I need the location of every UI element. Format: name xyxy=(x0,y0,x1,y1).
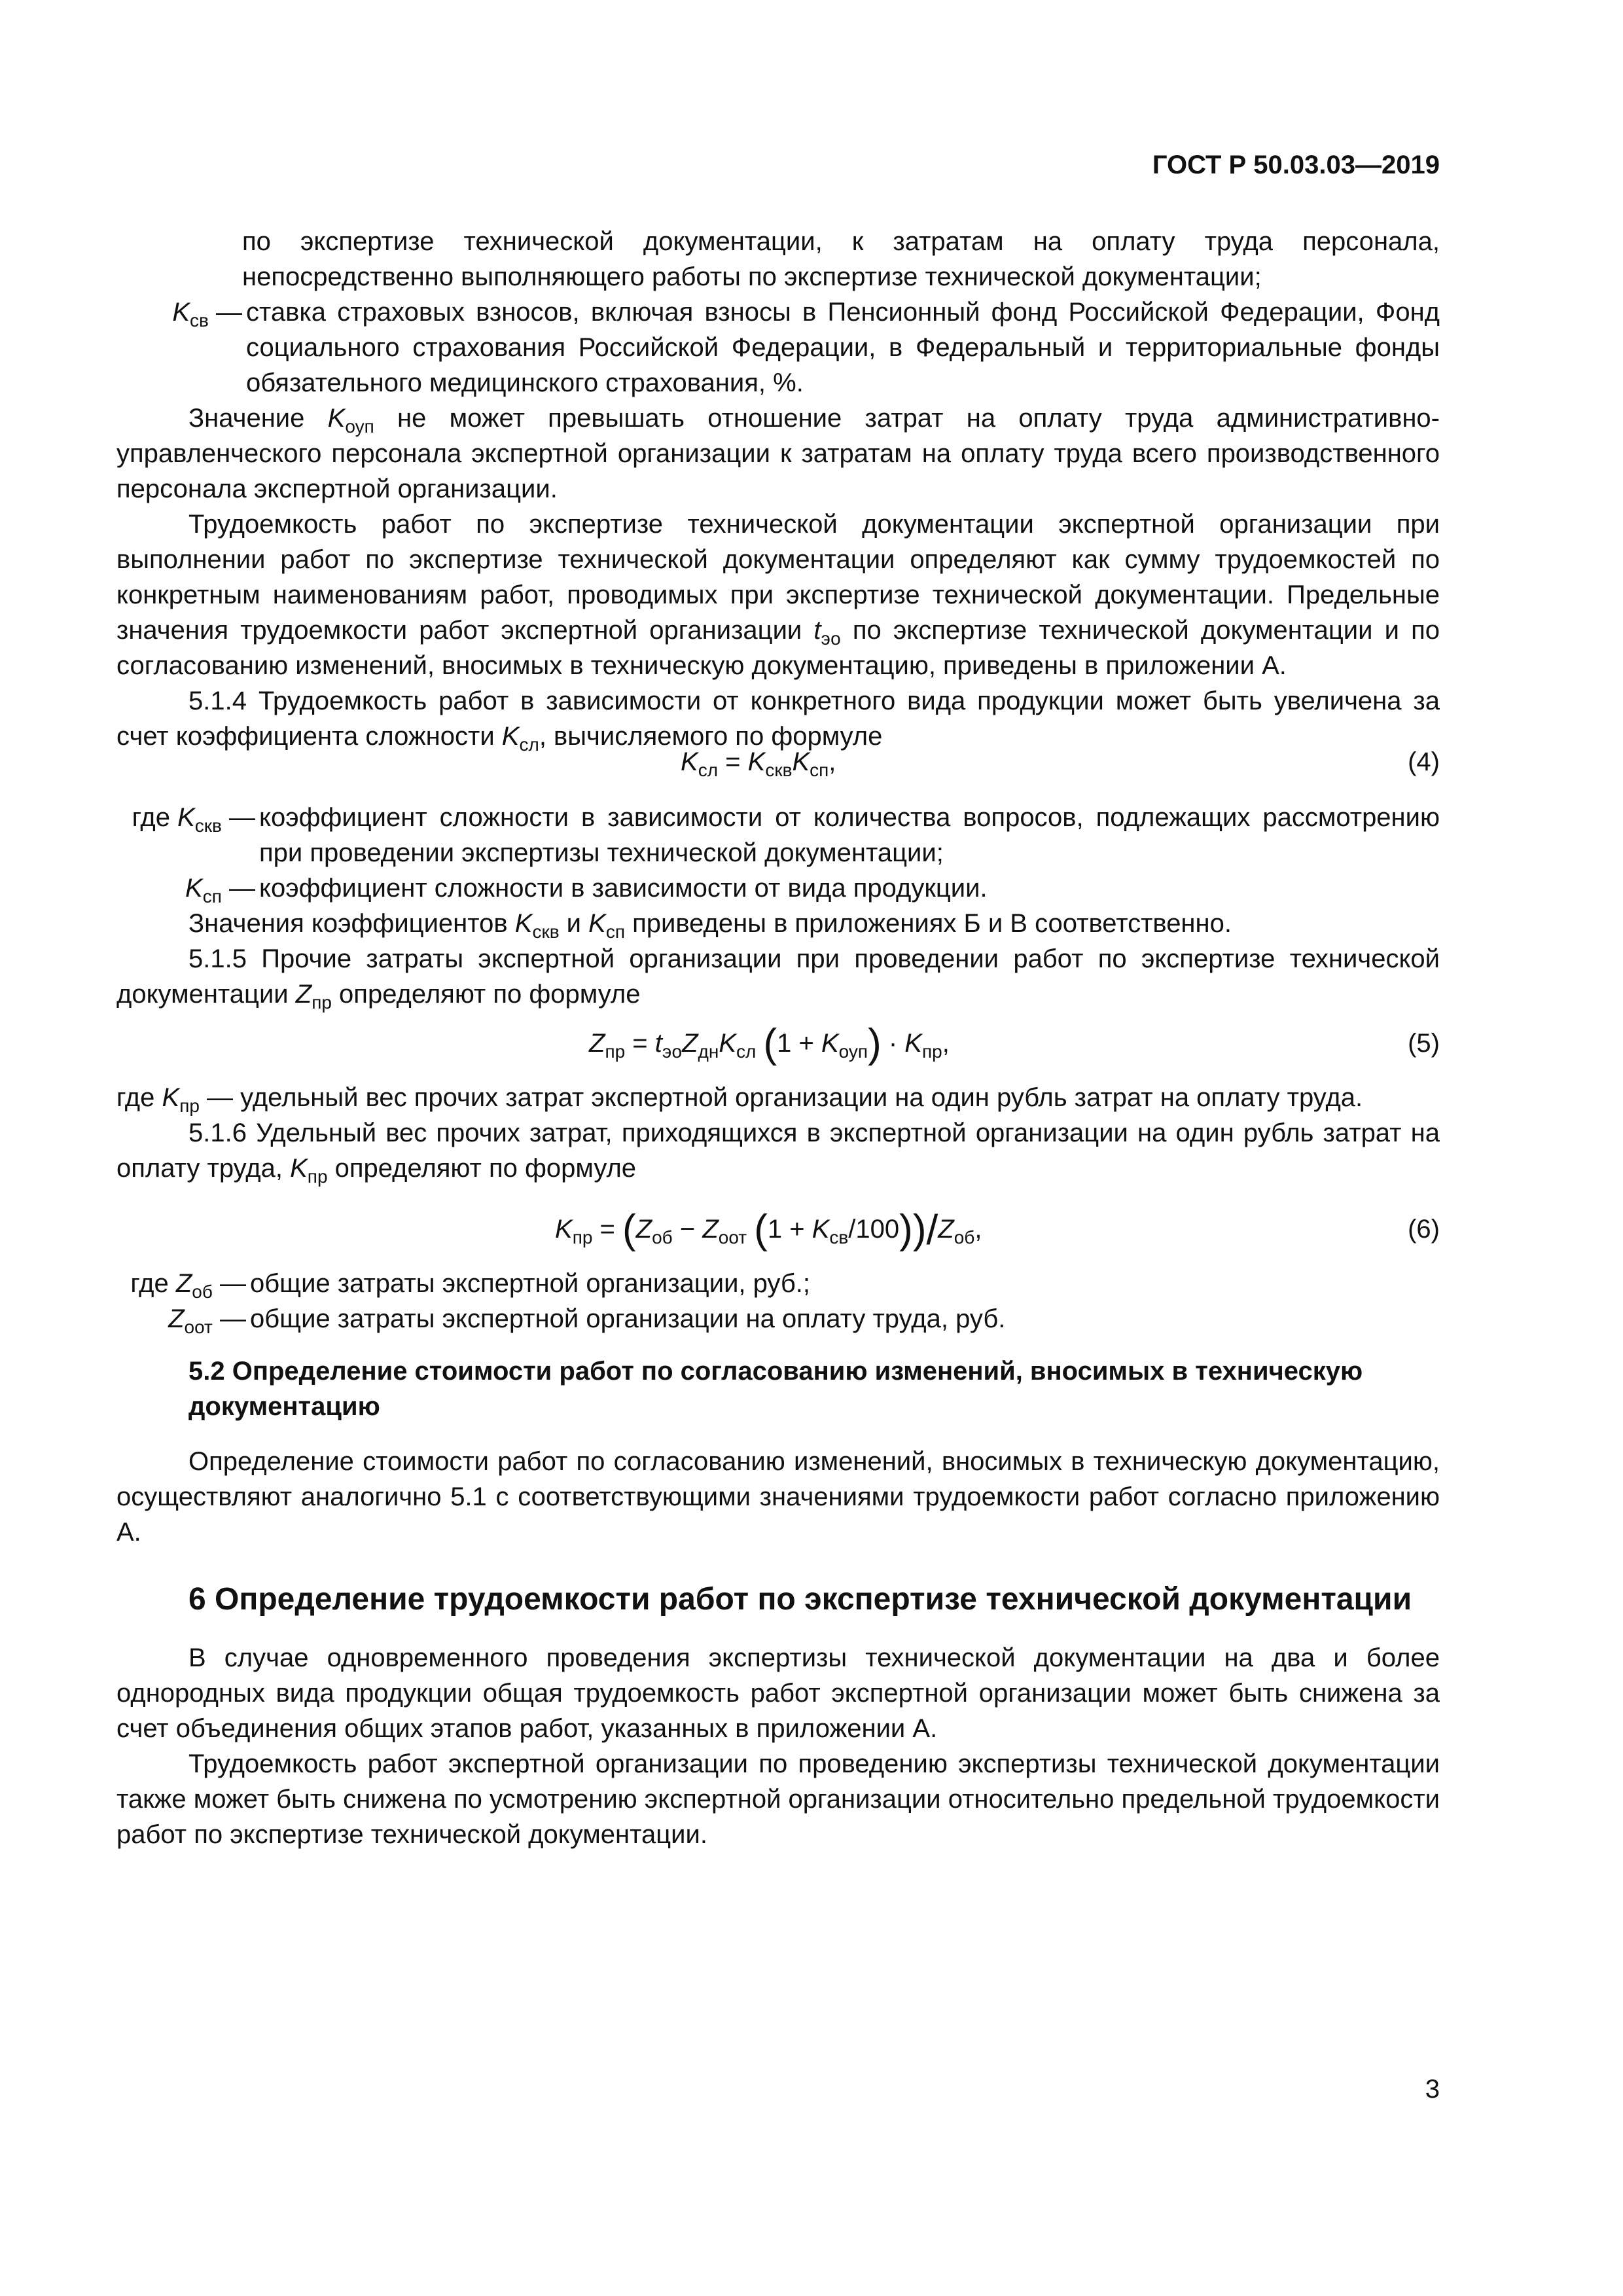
formula-6-number: (6) xyxy=(1408,1215,1440,1244)
kskv-definition xyxy=(116,800,1440,870)
section-6 xyxy=(116,1579,1440,1852)
clause-5-1-6: 5.1.6 Удельный вес прочих затрат, приходящихся в экспертной организации на один рубль затрат на оплату труда, $K_{пр}$ определяют по формуле xyxy=(116,1119,1440,1187)
zoot-symbol: $Z_{оот}$ — xyxy=(168,1304,246,1337)
clause-5-1-5: 5.1.5 Прочие затраты экспертной организации при проведении работ по экспертизе технической документации $Z_{пр}$ определяют по формуле xyxy=(116,944,1440,1013)
formula-4-definitions xyxy=(116,800,1440,1012)
section-5-2-paragraph: Определение стоимости работ по согласованию изменений, вносимых в техническую документацию, осуществляют аналогично 5.1 с соответствующими значениями трудоемкости работ согласно приложению А. xyxy=(116,1447,1440,1547)
intro-block xyxy=(116,224,1440,754)
formula-6: $K_{пр} = (Z_{об} - Z_{оот}$ $(1 + K_{св}/100))/Z_{об}$, xyxy=(555,1206,982,1253)
formula-4: $K_{сл} = K_{скв}K_{сп}$, xyxy=(681,747,836,780)
kpr-definition: где $K_{пр}$ — удельный вес прочих затрат экспертной организации на один рубль затрат на оплату труда. xyxy=(116,1083,1363,1116)
zob-definition xyxy=(116,1266,1440,1301)
ksv-symbol: $K_{св}$ — xyxy=(172,298,242,331)
koup-paragraph: Значение $K_{оуп}$ не может превышать отношение затрат на оплату труда административно-управленческого персонала экспертной организации к затратам на оплату труда всего производственного персонала экспертной организации. xyxy=(116,404,1440,503)
ksp-symbol: $K_{сп}$ — xyxy=(185,874,255,906)
kskv-text: коэффициент сложности в зависимости от количества вопросов, подлежащих рассмотрению при проведении экспертизы технической документации; xyxy=(259,803,1440,867)
formula-5: $Z_{пр} = t_{эо}Z_{дн}K_{сл}$ $(1 + K_{оуп}) \cdot K_{пр}$, xyxy=(589,1021,950,1066)
document-code-header: ГОСТ Р 50.03.03—2019 xyxy=(1152,151,1440,179)
formula-5-number: (5) xyxy=(1408,1029,1440,1058)
section-6-paragraph-1: В случае одновременного проведения экспертизы технической документации на два и более однородных вида продукции общая трудоемкость работ экспертной организации может быть снижена за счет объединения общих этапов работ, указанных в приложении А. xyxy=(116,1643,1440,1743)
section-5-2-heading: 5.2 Определение стоимости работ по согласованию изменений, вносимых в техническую документацию xyxy=(188,1357,1363,1421)
zoot-text: общие затраты экспертной организации на оплату труда, руб. xyxy=(250,1304,1006,1333)
section-5-2 xyxy=(116,1354,1440,1550)
ksp-text: коэффициент сложности в зависимости от вида продукции. xyxy=(259,874,988,903)
coefficients-values-paragraph: Значения коэффициентов $K_{скв}$ и $K_{сп}$ приведены в приложениях Б и В соответственно. xyxy=(188,909,1232,942)
kskv-symbol: где $K_{скв}$ — xyxy=(132,803,255,836)
zob-symbol: где $Z_{об}$ — xyxy=(130,1269,246,1302)
zob-text: общие затраты экспертной организации, руб.; xyxy=(250,1269,811,1298)
section-6-paragraph-2: Трудоемкость работ экспертной организации по проведению экспертизы технической документации также может быть снижена по усмотрению экспертной организации относительно предельной трудоемкости работ по экспертизе технической документации. xyxy=(116,1749,1440,1849)
formula-6-definitions xyxy=(116,1266,1440,1336)
labor-intensity-paragraph: Трудоемкость работ по экспертизе технической документации экспертной организации при выполнении работ по экспертизе технической документации определяют как сумму трудоемкостей по конкретным наименованиям работ, проводимых при экспертизе технической документации. Предельные значения трудоемкости работ экспертной организации $t_{эо}$ по экспертизе технической документации и по согласованию изменений, вносимых в техническую документацию, приведены в приложении А. xyxy=(116,510,1440,680)
ksp-definition xyxy=(116,870,1440,906)
ksv-text: ставка страховых взносов, включая взносы в Пенсионный фонд Российской Федерации, Фонд социального страхования Российской Федерации, в Федеральный и территориальные фонды обязательного медицинского страхования, %. xyxy=(246,298,1440,397)
formula-5-definitions xyxy=(116,1080,1440,1186)
zoot-definition xyxy=(116,1301,1440,1336)
formula-4-number: (4) xyxy=(1408,747,1440,776)
ksv-definition xyxy=(116,295,1440,401)
section-6-heading: 6 Определение трудоемкости работ по экспертизе технической документации xyxy=(188,1582,1412,1617)
clause-5-1-4: 5.1.4 Трудоемкость работ в зависимости от конкретного вида продукции может быть увеличена за счет коэффициента сложности $K_{сл}$, вычисляемого по формуле xyxy=(116,687,1440,755)
intro-continuation: по экспертизе технической документации, к затратам на оплату труда персонала, непосредственно выполняющего работы по экспертизе технической документации; xyxy=(242,227,1440,291)
page-number: 3 xyxy=(1425,2075,1440,2104)
